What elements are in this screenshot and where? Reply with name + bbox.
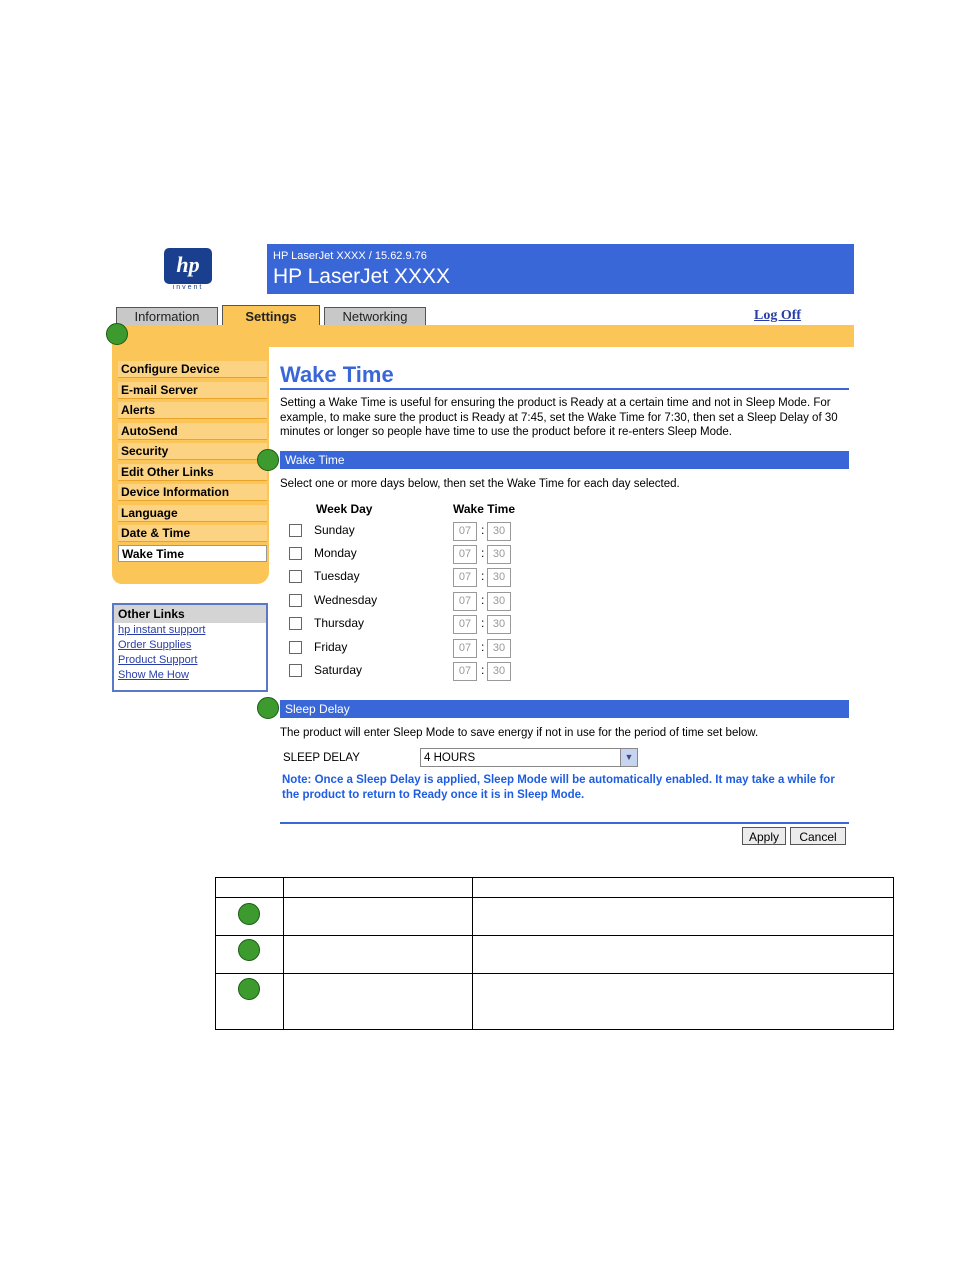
time-separator: : bbox=[481, 546, 485, 560]
chevron-down-icon[interactable]: ▼ bbox=[620, 749, 637, 766]
sunday-checkbox[interactable] bbox=[289, 524, 302, 537]
table-cell bbox=[216, 936, 284, 974]
hour-input[interactable]: 07 bbox=[453, 545, 477, 564]
title-divider bbox=[280, 388, 849, 390]
table-row bbox=[216, 898, 894, 936]
header-title: HP LaserJet XXXX bbox=[273, 265, 451, 288]
time-separator: : bbox=[481, 663, 485, 677]
minute-input[interactable]: 30 bbox=[487, 522, 511, 541]
table-cell bbox=[473, 878, 894, 898]
friday-checkbox[interactable] bbox=[289, 641, 302, 654]
day-label: Tuesday bbox=[314, 569, 360, 583]
week-day-column-header: Week Day bbox=[316, 502, 373, 516]
table-row bbox=[216, 974, 894, 1030]
hour-input[interactable]: 07 bbox=[453, 522, 477, 541]
minute-input[interactable]: 30 bbox=[487, 662, 511, 681]
wake-instruction: Select one or more days below, then set the Wake Time for each day selected. bbox=[280, 478, 680, 490]
table-row bbox=[216, 936, 894, 974]
table-cell bbox=[216, 974, 284, 1030]
cancel-button[interactable]: Cancel bbox=[790, 827, 846, 845]
time-separator: : bbox=[481, 593, 485, 607]
thursday-checkbox[interactable] bbox=[289, 617, 302, 630]
time-separator: : bbox=[481, 523, 485, 537]
monday-checkbox[interactable] bbox=[289, 547, 302, 560]
log-off-link[interactable]: Log Off bbox=[754, 308, 802, 323]
callout-marker-3 bbox=[257, 697, 279, 719]
bottom-divider bbox=[280, 822, 849, 824]
sleep-delay-value: 4 HOURS bbox=[424, 752, 476, 764]
day-row-wednesday bbox=[289, 592, 529, 612]
sidebar-item-device-information[interactable]: Device Information bbox=[118, 484, 267, 501]
wednesday-checkbox[interactable] bbox=[289, 594, 302, 607]
hour-input[interactable]: 07 bbox=[453, 662, 477, 681]
callout-legend-table bbox=[215, 877, 894, 1030]
header-banner bbox=[267, 244, 854, 294]
day-label: Wednesday bbox=[314, 593, 378, 607]
table-cell bbox=[284, 974, 473, 1030]
sleep-note: Note: Once a Sleep Delay is applied, Sleep Mode will be automatically enabled. It may take a while for the product to return to Ready once it is in Sleep Mode. bbox=[282, 774, 835, 801]
callout-marker-1 bbox=[238, 903, 260, 925]
day-row-monday bbox=[289, 545, 529, 565]
sleep-delay-section-header: Sleep Delay bbox=[280, 700, 849, 718]
sidebar-item-language[interactable]: Language bbox=[118, 505, 267, 522]
minute-input[interactable]: 30 bbox=[487, 545, 511, 564]
sleep-delay-label: SLEEP DELAY bbox=[283, 752, 360, 764]
day-label: Friday bbox=[314, 640, 348, 654]
sidebar-item-email-server[interactable]: E-mail Server bbox=[118, 382, 267, 399]
logo-text: hp bbox=[176, 252, 200, 277]
wake-time-section-header: Wake Time bbox=[280, 451, 849, 469]
day-label: Thursday bbox=[314, 616, 365, 630]
day-label: Monday bbox=[314, 546, 357, 560]
tab-networking[interactable]: Networking bbox=[324, 307, 426, 326]
time-separator: : bbox=[481, 569, 485, 583]
day-row-saturday bbox=[289, 662, 529, 682]
day-row-thursday bbox=[289, 615, 529, 635]
sidebar-item-wake-time[interactable]: Wake Time bbox=[118, 545, 267, 562]
page-title: Wake Time bbox=[280, 362, 394, 387]
logo-tagline: invent bbox=[172, 284, 204, 291]
table-header-row bbox=[216, 878, 894, 898]
table-cell bbox=[284, 936, 473, 974]
table-cell bbox=[473, 898, 894, 936]
table-cell bbox=[473, 936, 894, 974]
sidebar-item-edit-other-links[interactable]: Edit Other Links bbox=[118, 464, 267, 481]
day-label: Saturday bbox=[314, 663, 363, 677]
minute-input[interactable]: 30 bbox=[487, 615, 511, 634]
apply-button[interactable]: Apply bbox=[742, 827, 786, 845]
table-cell bbox=[473, 974, 894, 1030]
callout-marker-1 bbox=[106, 323, 128, 345]
callout-marker-2 bbox=[257, 449, 279, 471]
day-row-tuesday bbox=[289, 568, 529, 588]
callout-marker-3 bbox=[238, 978, 260, 1000]
orange-band bbox=[112, 327, 854, 347]
link-show-me-how[interactable]: Show Me How bbox=[118, 669, 189, 681]
minute-input[interactable]: 30 bbox=[487, 592, 511, 611]
day-label: Sunday bbox=[314, 523, 355, 537]
link-order-supplies[interactable]: Order Supplies bbox=[118, 639, 192, 651]
intro-text: Setting a Wake Time is useful for ensuring the product is Ready at a certain time and not in Sleep Mode. For example, to make sure the product is Ready at 7:45, set the Wake Time for 7:30, then set a Sleep Delay of 30 minutes or longer so people have time to use the product before it re-enters Sleep Mode. bbox=[280, 397, 838, 438]
table-cell bbox=[216, 898, 284, 936]
sidebar-item-autosend[interactable]: AutoSend bbox=[118, 423, 267, 440]
sidebar-item-alerts[interactable]: Alerts bbox=[118, 402, 267, 419]
sleep-delay-select[interactable] bbox=[420, 748, 638, 767]
hour-input[interactable]: 07 bbox=[453, 592, 477, 611]
wake-time-column-header: Wake Time bbox=[453, 502, 516, 516]
time-separator: : bbox=[481, 640, 485, 654]
day-row-sunday bbox=[289, 522, 529, 542]
sidebar-item-date-time[interactable]: Date & Time bbox=[118, 525, 267, 542]
tab-information[interactable]: Information bbox=[116, 307, 218, 326]
tab-settings[interactable]: Settings bbox=[222, 305, 320, 328]
other-links-header: Other Links bbox=[114, 605, 266, 623]
link-hp-instant-support[interactable]: hp instant support bbox=[118, 624, 206, 636]
tuesday-checkbox[interactable] bbox=[289, 570, 302, 583]
header-subtitle: HP LaserJet XXXX / 15.62.9.76 bbox=[273, 250, 427, 262]
sidebar-item-security[interactable]: Security bbox=[118, 443, 267, 460]
minute-input[interactable]: 30 bbox=[487, 639, 511, 658]
table-cell bbox=[284, 878, 473, 898]
other-links-box bbox=[112, 603, 268, 692]
link-product-support[interactable]: Product Support bbox=[118, 654, 198, 666]
table-cell bbox=[216, 878, 284, 898]
hour-input[interactable]: 07 bbox=[453, 639, 477, 658]
day-row-friday bbox=[289, 639, 529, 659]
saturday-checkbox[interactable] bbox=[289, 664, 302, 677]
hp-logo bbox=[164, 248, 212, 284]
hour-input[interactable]: 07 bbox=[453, 568, 477, 587]
minute-input[interactable]: 30 bbox=[487, 568, 511, 587]
sleep-description: The product will enter Sleep Mode to save energy if not in use for the period of time set below. bbox=[280, 727, 759, 739]
callout-marker-2 bbox=[238, 939, 260, 961]
time-separator: : bbox=[481, 616, 485, 630]
sidebar-item-configure-device[interactable]: Configure Device bbox=[118, 361, 267, 378]
hour-input[interactable]: 07 bbox=[453, 615, 477, 634]
table-cell bbox=[284, 898, 473, 936]
